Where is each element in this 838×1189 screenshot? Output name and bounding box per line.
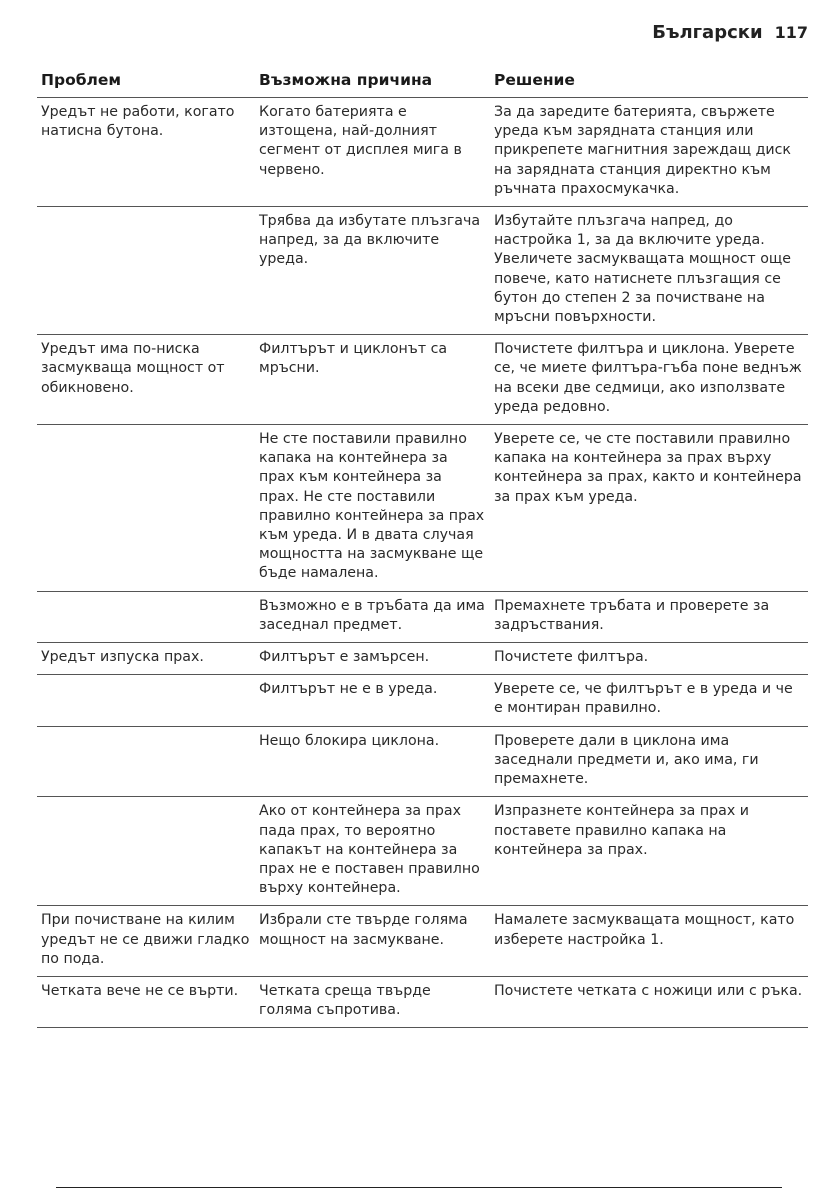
cause-cell: Филтърът и циклонът са мръсни. [255, 335, 490, 425]
page-number: 117 [774, 23, 808, 42]
table-row [37, 643, 808, 675]
section-language-title: Български [652, 22, 763, 43]
cause-cell: Филтърът е замърсен. [255, 643, 490, 675]
cause-cell: Възможно е в тръбата да има заседнал предмет. [255, 591, 490, 642]
problem-cell [37, 726, 255, 797]
solution-cell: Уверете се, че филтърът е в уреда и че е монтиран правилно. [490, 675, 808, 726]
problem-cell: При почистване на килим уредът не се движи гладко по пода. [37, 906, 255, 977]
problem-cell [37, 675, 255, 726]
cause-cell: Ако от контейнера за прах пада прах, то вероятно капакът на контейнера за прах не е поставен правилно върху контейнера. [255, 797, 490, 906]
table-row [37, 98, 808, 207]
solution-cell: Избутайте плъзгача напред, до настройка 1, за да включите уреда. Увеличете засмукващата мощност още повече, като натиснете плъзгащия се бутон до степен 2 за почистване на мръсни повърхности. [490, 207, 808, 335]
cause-cell: Трябва да избутате плъзгача напред, за да включите уреда. [255, 207, 490, 335]
table-row [37, 726, 808, 797]
column-header-cause: Възможна причина [255, 68, 490, 98]
column-header-problem: Проблем [37, 68, 255, 98]
cause-cell: Филтърът не е в уреда. [255, 675, 490, 726]
problem-cell [37, 591, 255, 642]
solution-cell: Проверете дали в циклона има заседнали предмети и, ако има, ги премахнете. [490, 726, 808, 797]
problem-cell [37, 207, 255, 335]
footer-divider [56, 1187, 782, 1188]
table-row [37, 906, 808, 977]
table-row [37, 675, 808, 726]
cause-cell: Избрали сте твърде голяма мощност на засмукване. [255, 906, 490, 977]
cause-cell: Четката среща твърде голяма съпротива. [255, 976, 490, 1027]
problem-cell [37, 797, 255, 906]
problem-cell: Уредът има по-ниска засмукваща мощност от обикновено. [37, 335, 255, 425]
table-row [37, 797, 808, 906]
cause-cell: Когато батерията е изтощена, най-долният сегмент от дисплея мига в червено. [255, 98, 490, 207]
problem-cell: Уредът изпуска прах. [37, 643, 255, 675]
solution-cell: Почистете филтъра и циклона. Уверете се, че миете филтъра-гъба поне веднъж на всеки две седмици, ако използвате уреда редовно. [490, 335, 808, 425]
table-row [37, 207, 808, 335]
solution-cell: Уверете се, че сте поставили правилно капака на контейнера за прах върху контейнера за прах, както и контейнера за прах към уреда. [490, 425, 808, 592]
solution-cell: Почистете четката с ножици или с ръка. [490, 976, 808, 1027]
problem-cell: Четката вече не се върти. [37, 976, 255, 1027]
solution-cell: Намалете засмукващата мощност, като изберете настройка 1. [490, 906, 808, 977]
problem-cell [37, 425, 255, 592]
cause-cell: Нещо блокира циклона. [255, 726, 490, 797]
solution-cell: Почистете филтъра. [490, 643, 808, 675]
solution-cell: За да заредите батерията, свържете уреда към зарядната станция или прикрепете магнитния зареждащ диск на зарядната станция директно към ръчната прахосмукачка. [490, 98, 808, 207]
solution-cell: Изпразнете контейнера за прах и поставете правилно капака на контейнера за прах. [490, 797, 808, 906]
table-row [37, 591, 808, 642]
table-header-row [37, 68, 808, 98]
table-row [37, 335, 808, 425]
table-row [37, 976, 808, 1027]
problem-cell: Уредът не работи, когато натисна бутона. [37, 98, 255, 207]
table-row [37, 425, 808, 592]
troubleshooting-table [37, 68, 808, 1028]
page-header [652, 22, 808, 43]
solution-cell: Премахнете тръбата и проверете за задръствания. [490, 591, 808, 642]
cause-cell: Не сте поставили правилно капака на контейнера за прах към контейнера за прах. Не сте поставили правилно контейнера за прах към уреда. И в двата случая мощността на засмукване ще бъде намалена. [255, 425, 490, 592]
column-header-solution: Решение [490, 68, 808, 98]
